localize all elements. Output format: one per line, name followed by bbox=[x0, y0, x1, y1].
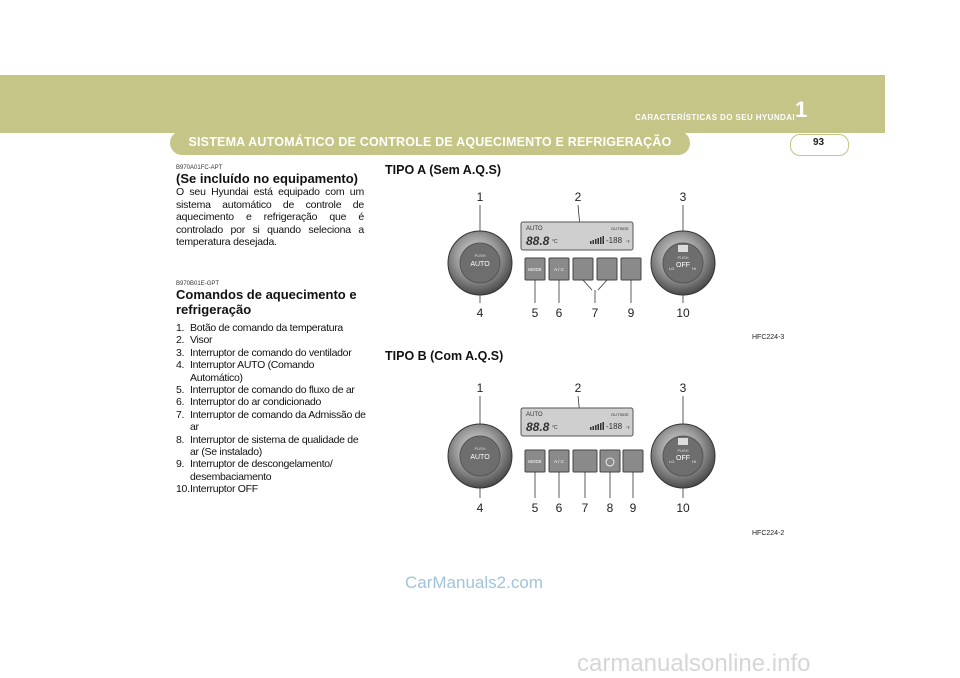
defrost-button bbox=[623, 450, 643, 472]
svg-text:AUTO: AUTO bbox=[526, 412, 543, 418]
callout-8: 8 bbox=[606, 501, 614, 515]
svg-text:A / C: A / C bbox=[554, 459, 564, 464]
intro-block bbox=[176, 165, 364, 249]
page-number: 93 bbox=[812, 137, 825, 148]
controls-list bbox=[176, 322, 366, 496]
chapter-number: 1 bbox=[795, 97, 808, 122]
callout-2: 2 bbox=[574, 190, 582, 204]
header-band bbox=[0, 75, 885, 133]
svg-text:PUSH: PUSH bbox=[677, 255, 689, 260]
callout-3: 3 bbox=[679, 381, 687, 395]
svg-text:HI: HI bbox=[692, 266, 696, 271]
list-item: 7. Interruptor de comando da Admissão de ar bbox=[176, 408, 366, 434]
watermark-carmanualsonline[interactable]: carmanualsonline.info bbox=[577, 650, 811, 677]
callout-2: 2 bbox=[574, 381, 582, 395]
figure-a-code: HFC224-3 bbox=[752, 334, 785, 341]
list-item: 5. Interruptor de comando do fluxo de ar bbox=[176, 384, 355, 397]
list-item: 9. Interruptor de descongelamento/ desembaciamento bbox=[176, 458, 333, 483]
svg-text:LO: LO bbox=[669, 459, 675, 464]
svg-text:88.8: 88.8 bbox=[526, 420, 550, 434]
svg-text:AUTO: AUTO bbox=[470, 261, 490, 268]
callout-9: 9 bbox=[627, 306, 635, 320]
list-item: 3. Interruptor de comando do ventilador bbox=[176, 346, 352, 359]
list-item: 10. Interruptor OFF bbox=[176, 483, 258, 496]
watermark-carmanuals2[interactable]: CarManuals2.com bbox=[405, 573, 543, 592]
callout-6: 6 bbox=[555, 306, 563, 320]
chapter-title: CARACTERÍSTICAS DO SEU HYUNDAI bbox=[634, 113, 795, 122]
svg-text:OUTSIDE: OUTSIDE bbox=[611, 226, 629, 231]
svg-text:°C: °C bbox=[552, 239, 558, 245]
recirc-button bbox=[573, 258, 593, 280]
aqs-button bbox=[600, 450, 620, 472]
list-item: 6. Interruptor do ar condicionado bbox=[176, 396, 322, 409]
svg-text:-188: -188 bbox=[606, 422, 623, 431]
intro-code: B970A01FC-APT bbox=[176, 165, 223, 171]
callout-3: 3 bbox=[679, 190, 687, 204]
svg-text:88.8: 88.8 bbox=[526, 234, 550, 248]
svg-text:PUSH: PUSH bbox=[474, 446, 486, 451]
callout-7: 7 bbox=[591, 306, 599, 320]
figure-a-control-panel bbox=[440, 185, 730, 325]
controls-block bbox=[176, 281, 364, 317]
callout-10: 10 bbox=[676, 501, 690, 515]
fan-icon bbox=[678, 245, 688, 252]
svg-text:A / C: A / C bbox=[554, 267, 564, 272]
air-intake-button bbox=[573, 450, 597, 472]
svg-text:OFF: OFF bbox=[676, 455, 690, 462]
figure-b-title: TIPO B (Com A.Q.S) bbox=[385, 349, 504, 363]
svg-text:PUSH: PUSH bbox=[474, 253, 486, 258]
callout-9: 9 bbox=[629, 501, 637, 515]
callout-4: 4 bbox=[476, 501, 484, 515]
callout-10: 10 bbox=[676, 306, 690, 320]
svg-text:LO: LO bbox=[669, 266, 675, 271]
callout-6: 6 bbox=[555, 501, 563, 515]
intro-body: O seu Hyundai está equipado com um sistema automático de controle de aquecimento e refrigeração que é controlado por si quando seleciona a temperatura desejada. bbox=[176, 186, 364, 248]
figure-b-code: HFC224-2 bbox=[752, 530, 785, 537]
callout-5: 5 bbox=[531, 306, 539, 320]
svg-text:°F: °F bbox=[626, 239, 631, 244]
svg-text:HI: HI bbox=[692, 459, 696, 464]
svg-text:MODE: MODE bbox=[528, 459, 542, 464]
svg-text:AUTO: AUTO bbox=[526, 226, 543, 232]
section-title: SISTEMA AUTOMÁTICO DE CONTROLE DE AQUECIMENTO E REFRIGERAÇÃO bbox=[188, 135, 672, 149]
figure-b-control-panel bbox=[440, 380, 730, 520]
header-band-gap bbox=[885, 75, 960, 133]
svg-text:OUTSIDE: OUTSIDE bbox=[611, 412, 629, 417]
fan-icon bbox=[678, 438, 688, 445]
callout-1: 1 bbox=[476, 381, 484, 395]
svg-text:PUSH: PUSH bbox=[677, 448, 689, 453]
figure-a-title: TIPO A (Sem A.Q.S) bbox=[385, 163, 501, 177]
callout-1: 1 bbox=[476, 190, 484, 204]
svg-text:-188: -188 bbox=[606, 236, 623, 245]
defrost-button bbox=[621, 258, 641, 280]
svg-text:AUTO: AUTO bbox=[470, 454, 490, 461]
list-item: 2. Visor bbox=[176, 334, 213, 347]
controls-code: B970B01E-GPT bbox=[176, 281, 220, 287]
fresh-air-button bbox=[597, 258, 617, 280]
svg-text:°C: °C bbox=[552, 425, 558, 431]
callout-4: 4 bbox=[476, 306, 484, 320]
list-item: 1. Botão de comando da temperatura bbox=[176, 322, 343, 334]
controls-heading: Comandos de aquecimento e refrigeração bbox=[176, 287, 357, 317]
callout-5: 5 bbox=[531, 501, 539, 515]
callout-7: 7 bbox=[581, 501, 589, 515]
list-item: 4. Interruptor AUTO (Comando Automático) bbox=[176, 359, 315, 384]
list-item: 8. Interruptor de sistema de qualidade de ar (Se instalado) bbox=[176, 433, 359, 459]
intro-heading: (Se incluído no equipamento) bbox=[176, 171, 358, 186]
svg-text:°F: °F bbox=[626, 425, 631, 430]
svg-text:MODE: MODE bbox=[528, 267, 542, 272]
svg-text:OFF: OFF bbox=[676, 262, 690, 269]
